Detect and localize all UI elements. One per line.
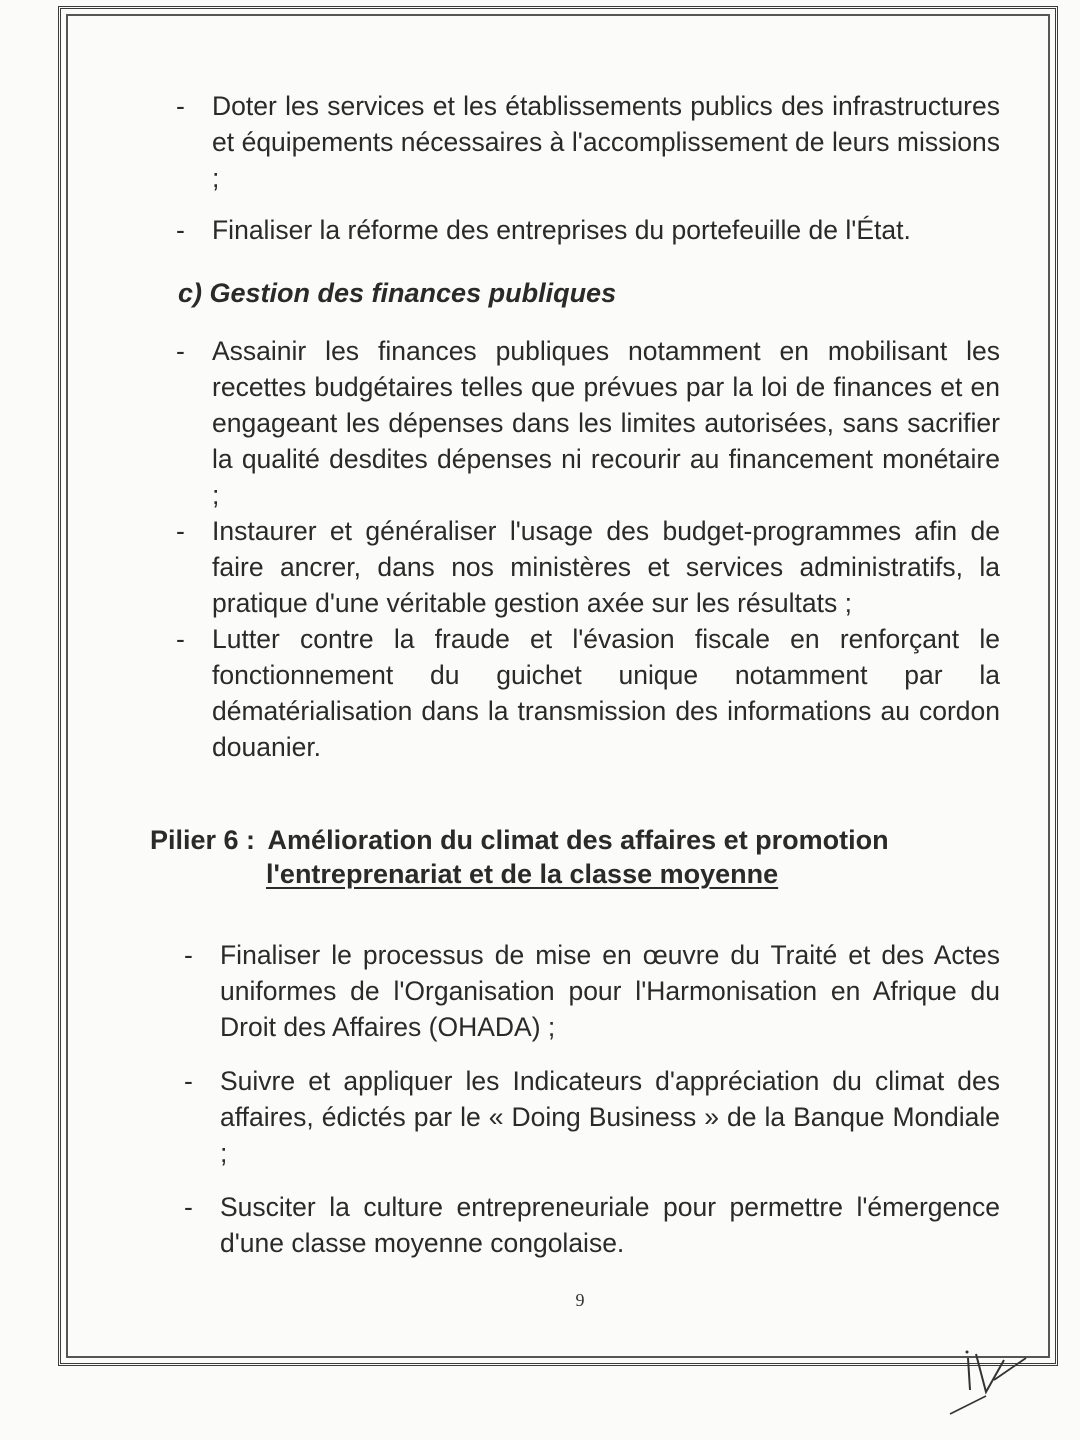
pillar-6-section [150,823,1000,1261]
bullet-dash: - [184,1192,193,1222]
list-item-text: Susciter la culture entrepreneuriale pour permettre l'émergence d'une classe moyenne congolaise. [220,1192,1000,1258]
section-b-list [150,88,1000,248]
bullet-dash: - [184,1066,193,1096]
page-number: 9 [575,1290,585,1310]
bullet-dash: - [184,940,193,970]
pillar-title-line2: l'entreprenariat et de la classe moyenne [266,859,779,889]
bullet-dash: - [176,215,185,245]
list-item [150,212,1000,248]
pillar-title-line1: Amélioration du climat des affaires et promotion [267,825,889,855]
section-c-heading: c) Gestion des finances publiques [178,278,617,308]
list-item-text: Instaurer et généraliser l'usage des budget-programmes afin de faire ancrer, dans nos ministères et services administratifs, la pratique d'une véritable gestion axée sur les résultats ; [212,516,1000,618]
list-item-text: Lutter contre la fraude et l'évasion fiscale en renforçant le fonctionnement du guichet unique notamment par la dématérialisation dans la transmission des informations au cordon douanier. [212,624,1000,762]
bullet-dash: - [176,91,185,121]
bullet-dash: - [176,336,185,366]
list-item-text: Suivre et appliquer les Indicateurs d'appréciation du climat des affaires, édictés par le « Doing Business » de la Banque Mondiale ; [220,1066,1000,1168]
section-c-list [150,333,1000,765]
list-item-text: Assainir les finances publiques notamment en mobilisant les recettes budgétaires telles que prévues par la loi de finances et en engageant les dépenses dans les limites autorisées, sans sacrifier la qualité desdites dépenses ni recourir au financement monétaire ; [212,336,1000,510]
list-item [150,937,1000,1045]
list-item [150,1063,1000,1171]
list-item [150,333,1000,513]
handwritten-initials [946,1340,1036,1420]
bullet-dash: - [176,516,185,546]
list-item-text: Finaliser la réforme des entreprises du portefeuille de l'État. [212,215,911,245]
pillar-label: Pilier 6 : [150,825,256,855]
bullet-dash: - [176,624,185,654]
pillar-6-list [150,937,1000,1261]
pillar-6-heading [150,823,1000,891]
list-item-text: Finaliser le processus de mise en œuvre du Traité et des Actes uniformes de l'Organisation pour l'Harmonisation en Afrique du Droit des Affaires (OHADA) ; [220,940,1000,1042]
list-item [150,513,1000,621]
document-body [150,88,1000,1279]
list-item [150,88,1000,196]
list-item-text: Doter les services et les établissements publics des infrastructures et équipements nécessaires à l'accomplissement de leurs missions ; [212,91,1000,193]
list-item [150,1189,1000,1261]
list-item [150,621,1000,765]
